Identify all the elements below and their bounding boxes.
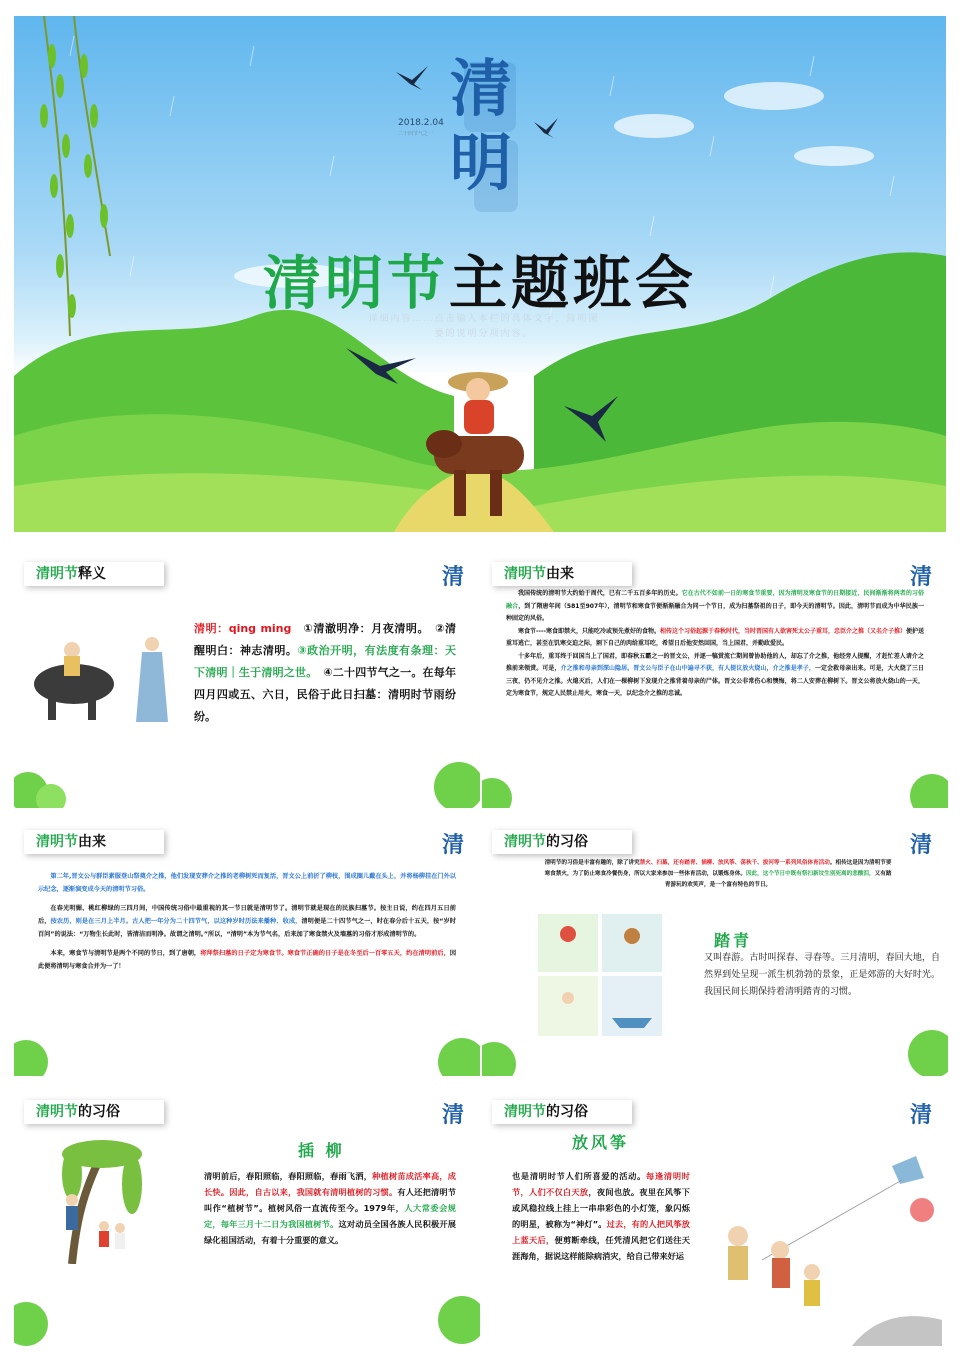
qingming-logo — [908, 558, 938, 592]
text-red: 禁火、扫墓，还有踏青、插柳、放风筝、荡秋千、拔河等一系列风俗体育活动 — [639, 860, 830, 866]
cover-subtitle-line1: 详细内容……点击输入本栏的具体文字，简明图 — [368, 314, 600, 324]
slide-customs-willow — [14, 1090, 480, 1346]
swallow-icon — [346, 344, 416, 384]
text-plain: 便护送重耳逃亡，甚至在饥寒交迫之际，割下自己的肉给重耳吃，希望日后他安然回国，当上国君，并勤政爱民。 — [506, 627, 924, 647]
swallow-icon — [564, 396, 620, 444]
tab-green-text: 清明节 — [504, 566, 546, 582]
leaf-decoration — [438, 1038, 480, 1076]
qingming-logo — [908, 826, 938, 860]
cover-subtitle-line2: 要的说明分项内容。 — [434, 329, 534, 339]
slide5-text — [204, 1168, 456, 1248]
leaf-decoration — [482, 778, 512, 808]
text-plain: ①清澈明净：月夜清明。 ②清醒明白：神志清明。 — [194, 622, 457, 657]
qingming-logo — [446, 52, 546, 222]
tab-green-text: 清明节 — [36, 834, 78, 850]
text-red: 每逢清明时节，人们不仅白天放 — [512, 1171, 690, 1197]
tab-green-text: 清明节 — [504, 1104, 546, 1120]
ox-and-scholar-illustration — [24, 622, 174, 732]
paragraph — [38, 902, 456, 941]
text-plain: ，到了隋唐年间（581至907年），清明节和寒食节便渐渐融合为同一个节日，成为扫墓祭祖的日子，即今天的清明节。因此，清明节而成为中华民族一种固定的风俗。 — [506, 602, 924, 622]
text-plain: 又有踏青游玩的欢笑声，是一个富有特色的节日。 — [664, 871, 892, 888]
logo-text: 清明 — [450, 52, 513, 199]
svg-text:清: 清 — [442, 1103, 465, 1128]
text-plain: 清明便是二十四节气之一，时在春分后十五天，按“岁时百问”的说法：“万物生长此时，皆清洁而明净。故谓之清明。”所以，“清明”本为节气名，后来加了寒食禁火及墙墓的习俗才形成清明节的。 — [38, 918, 456, 938]
text-plain: 寒食节----寒食即禁火，只能吃冷或预先煮好的食物。 — [518, 627, 660, 635]
cover-title-black: 主题班会 — [449, 249, 698, 317]
slide-origin-2 — [14, 820, 480, 1076]
text-blue: 第二年,晋文公与群臣素服登山祭奠介之推，他们发现安葬介之推的老柳树死而复活，晋文公上前折了柳枝，围成圈儿戴在头上，并将杨柳挂在门外以示纪念，逐渐演变成今天的清明节习俗。 — [38, 873, 456, 893]
paragraph — [38, 870, 456, 896]
text-blue: 介之推和母亲到深山隐居。晋文公与臣子在山中遍寻不获，有人提议放火烧山，介之推是孝子， — [560, 665, 815, 672]
tab-green-text: 清明节 — [504, 834, 546, 850]
text-plain: 清明节的习俗是丰富有趣的，除了讲究 — [544, 860, 640, 866]
cover-date: 2018.2.04 — [398, 118, 444, 128]
svg-text:清: 清 — [910, 1103, 933, 1128]
text-red: 将拜祭扫墓的日子定为寒食节。寒食节正确的日子是在冬至后一百零五天，约在清明前后， — [200, 950, 450, 957]
tab-black-text: 释义 — [78, 566, 106, 582]
cover-date-sub: 二十四节气之一 — [398, 131, 434, 137]
text-plain: ④二十四节气之一。在每年四月四或五、六日，民俗于此日扫墓：清明时节雨纷纷。 — [194, 666, 457, 723]
willow-tree-illustration — [42, 1134, 162, 1264]
text-plain: 便剪断牵线，任凭清风把它们送往天涯海角，据说这样能除病消灾，给自己带来好运 — [512, 1235, 690, 1261]
swallow-icon — [396, 66, 430, 90]
text-plain: 我国传统的清明节大约始于周代，已有二千五百多年的历史。 — [518, 590, 682, 597]
slide1-text — [194, 618, 456, 728]
text-plain: 在春光明媚、桃红柳绿的三四月间，中国传统习俗中最重视的其一节日就是清明节了。清明节就是现在的民族扫墓节。按主日说，约在四月五日前后， — [38, 905, 456, 925]
leaf-decoration — [438, 1296, 480, 1344]
section-heading: 踏青 — [714, 931, 753, 950]
svg-text:清: 清 — [442, 565, 465, 590]
text-plain: 本来，寒食节与清明节是两个不同的节日，到了唐朝， — [50, 950, 201, 957]
slide-origin-1 — [482, 552, 948, 808]
qingming-logo — [440, 826, 470, 860]
slide-tab — [492, 562, 632, 586]
slide-tab — [24, 830, 164, 854]
slide4-intro — [542, 858, 894, 891]
slide-tab — [492, 1100, 632, 1124]
text-red: 清明：qing ming — [194, 622, 292, 635]
slide2-text — [506, 588, 924, 701]
text-plain: 十多年后，重耳终于回国当上了国君，即春秋五霸之一的晋文公，并逐一犒赏流亡期间曾协助他的人，却忘了介之推，他经旁人提醒，才赶忙差人请介之推前来领赏。可是， — [506, 652, 924, 672]
text-plain: 因此便将清明与寒食合并为一了！ — [38, 950, 457, 970]
text-red: 种植树苗成活率高，成长快。因此，自古以来，我国就有清明植树的习惯。 — [204, 1171, 456, 1197]
text-plain: ，夜间也放。夜里在风筝下或风稳拉线上挂上一串串彩色的小灯笼，象闪烁的明星，被称为“神灯”。 — [512, 1187, 690, 1229]
qingming-logo — [908, 1096, 938, 1130]
text-plain: 这对动员全国各族人民积极开展绿化祖国活动，有着十分重要的意义。 — [204, 1219, 456, 1245]
section-heading: 插 柳 — [298, 1141, 345, 1160]
boy-on-ox-illustration — [414, 366, 544, 526]
section-heading: 放风筝 — [572, 1133, 630, 1152]
text-green: 它在古代不如前一日的寒食节重要，因为清明及寒食节的日期接近，民间渐渐将两者的习俗融合 — [506, 590, 924, 610]
text-green: 人大常委会规定，每年三月十二日为我国植树节。 — [204, 1203, 456, 1229]
slide-tab — [24, 562, 164, 586]
text-plain: 。相传这是因为清明节要寒食禁火，为了防止寒食冷餐伤身，所以大家来参加一些体育活动，以锻炼身体。 — [544, 860, 892, 877]
cover-title — [14, 236, 946, 320]
tab-green-text: 清明节 — [36, 566, 78, 582]
cover-title-green: 清明节 — [262, 249, 449, 317]
slide3-text — [38, 870, 456, 973]
tab-green-text: 清明节 — [36, 1104, 78, 1120]
slide-tab — [24, 1100, 164, 1124]
kite-flying-illustration — [702, 1150, 942, 1346]
svg-text:清: 清 — [910, 833, 933, 858]
text-plain: 一定会救母亲出来。可是，大火烧了三日三夜，仍不见介之推。火熄灭后，人们在一棵柳树下发现介之推背着母亲的尸体。晋文公非常伤心和懊悔，将二人安葬在柳树下。晋文公将放火烧山的一天，定为寒食节，规定人民禁止用火，寒食一天，以纪念介之推的忠诚。 — [506, 665, 924, 697]
leaf-decoration — [908, 1030, 948, 1076]
text-red: 过去，有的人把风筝放上蓝天后， — [512, 1219, 690, 1245]
text-green: 因此，这个节日中既有祭扫新坟生别死离的悲酸泪， — [745, 871, 875, 877]
slide4-text: 又叫春游。古时叫探春、寻春等。三月清明，春回大地，自然界到处呈现一派生机勃勃的景象，正是郊游的大好时光。我国民间长期保持着清明踏青的习惯。 — [704, 953, 940, 997]
text-plain: 有人还把清明节叫作“植树节”。植树风俗一直流传至今。1979年， — [204, 1187, 456, 1213]
paragraph — [38, 947, 456, 973]
four-panel-illustration — [538, 914, 664, 1038]
leaf-decoration — [14, 1040, 48, 1076]
slide-customs-kite — [482, 1090, 948, 1346]
tab-black-text: 的习俗 — [78, 1104, 120, 1120]
slide6-text — [512, 1168, 690, 1264]
svg-text:清: 清 — [442, 833, 465, 858]
svg-text:清: 清 — [910, 565, 933, 590]
paragraph — [506, 651, 924, 701]
slide-definition — [14, 552, 480, 808]
qingming-logo — [440, 1096, 470, 1130]
tab-black-text: 由来 — [546, 566, 574, 582]
text-red: 相传这个习俗起源于春秋时代，当时晋国有人欲害死太公子重耳，忠臣介之推（又名介子推） — [659, 627, 906, 635]
leaf-decoration — [482, 1042, 516, 1076]
leaf-decoration — [434, 762, 480, 808]
cover-subtitle — [344, 312, 624, 342]
leaf-decoration — [14, 1302, 48, 1346]
tab-black-text: 的习俗 — [546, 1104, 588, 1120]
tab-black-text: 的习俗 — [546, 834, 588, 850]
paragraph — [506, 626, 924, 651]
leaf-decoration — [36, 784, 66, 808]
tab-black-text: 由来 — [78, 834, 106, 850]
paragraph — [506, 588, 924, 626]
slide-customs-tapping — [482, 820, 948, 1076]
text-green: ③政治开明，有法度有条理：天下清明｜生于清明之世。 — [194, 644, 457, 679]
text-plain: 也是清明时节人们所喜爱的活动。 — [512, 1171, 647, 1181]
cover-slide — [14, 16, 946, 532]
text-plain: 清明前后，春阳照临，春阳照临，春雨飞洒， — [204, 1171, 373, 1181]
slide-tab — [492, 830, 632, 854]
qingming-logo — [440, 558, 470, 592]
text-blue: 按农历，则是在三月上半月。古人把一年分为二十四节气，以这种岁时历法来播种、收成， — [50, 918, 302, 925]
leaf-decoration — [910, 774, 948, 808]
